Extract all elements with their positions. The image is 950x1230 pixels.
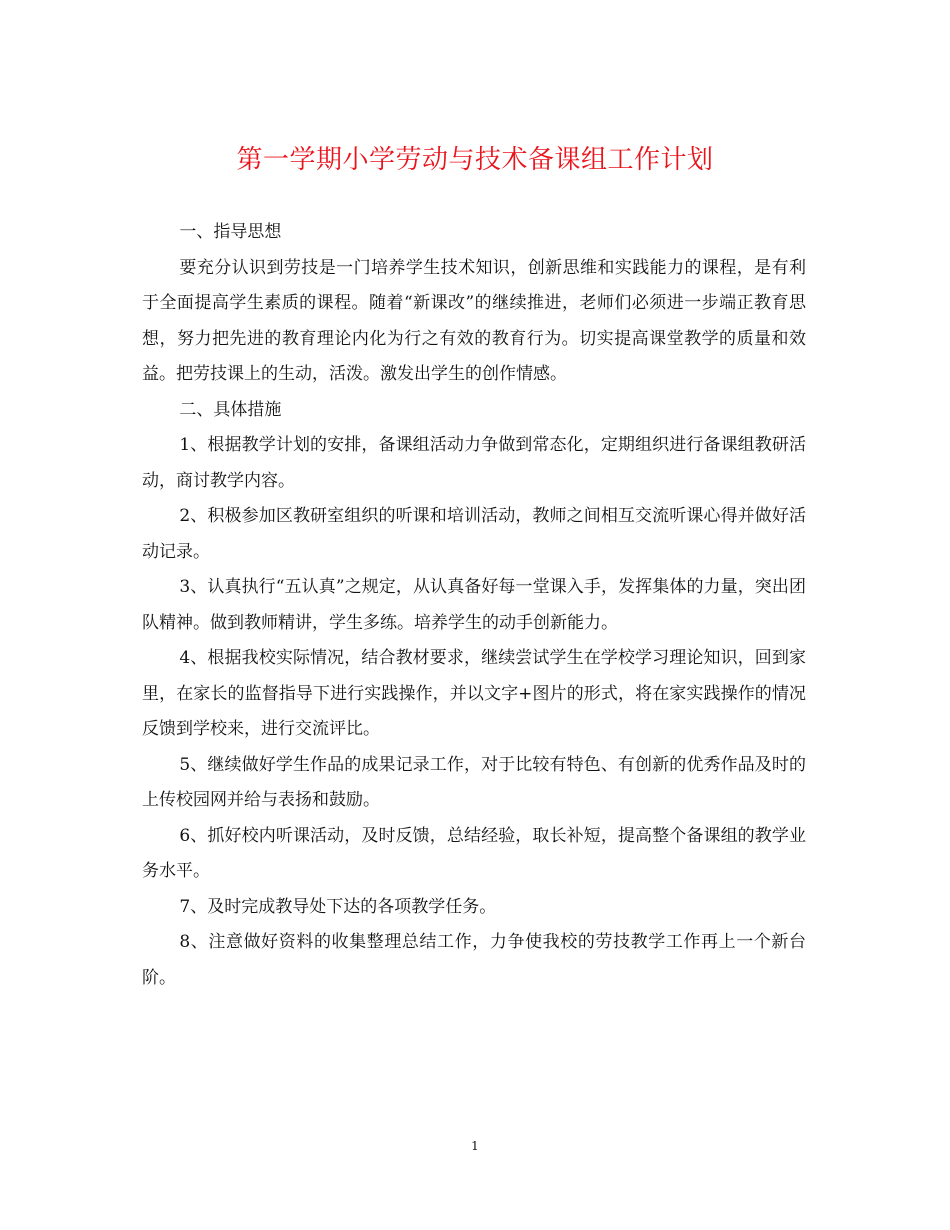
measure-item-4: 4、根据我校实际情况，结合教材要求，继续尝试学生在学校学习理论知识，回到家里，在家长的监督指导下进行实践操作，并以文字+图片的形式，将在家实践操作的情况反馈到学校来，进行交流评比。 — [142, 648, 806, 739]
page-number: 1 — [471, 1139, 479, 1153]
measure-item-8: 8、注意做好资料的收集整理总结工作，力争使我校的劳技教学工作再上一个新台阶。 — [142, 932, 806, 988]
measure-item-5: 5、继续做好学生作品的成果记录工作，对于比较有特色、有创新的优秀作品及时的上传校园网并给与表扬和鼓励。 — [142, 754, 806, 810]
section-heading-guiding: 一、指导思想 — [179, 222, 282, 242]
measure-item-2: 2、积极参加区教研室组织的听课和培训活动，教师之间相互交流听课心得并做好活动记录。 — [142, 506, 806, 562]
measure-item-3: 3、认真执行“五认真”之规定，从认真备好每一堂课入手，发挥集体的力量，突出团队精神。做到教师精讲，学生多练。培养学生的动手创新能力。 — [142, 577, 806, 633]
measure-item-6: 6、抓好校内听课活动，及时反馈，总结经验，取长补短，提高整个备课组的教学业务水平。 — [142, 825, 806, 881]
section-heading-measures: 二、具体措施 — [179, 399, 282, 420]
measure-item-1: 1、根据教学计划的安排，备课组活动力争做到常态化，定期组织进行备课组教研活动，商讨教学内容。 — [142, 435, 806, 491]
measure-item-7: 7、及时完成教导处下达的各项教学任务。 — [179, 896, 497, 917]
guiding-paragraph: 要充分认识到劳技是一门培养学生技术知识，创新思维和实践能力的课程，是有利于全面提高学生素质的课程。随着“新课改”的继续推进，老师们必须进一步端正教育思想，努力把先进的教育理论内化为行之有效的教育行为。切实提高课堂教学的质量和效益。把劳技课上的生动，活泼。激发出学生的创作情感。 — [142, 257, 806, 384]
document-title: 第一学期小学劳动与技术备课组工作计划 — [236, 145, 714, 175]
document-body — [142, 215, 806, 996]
